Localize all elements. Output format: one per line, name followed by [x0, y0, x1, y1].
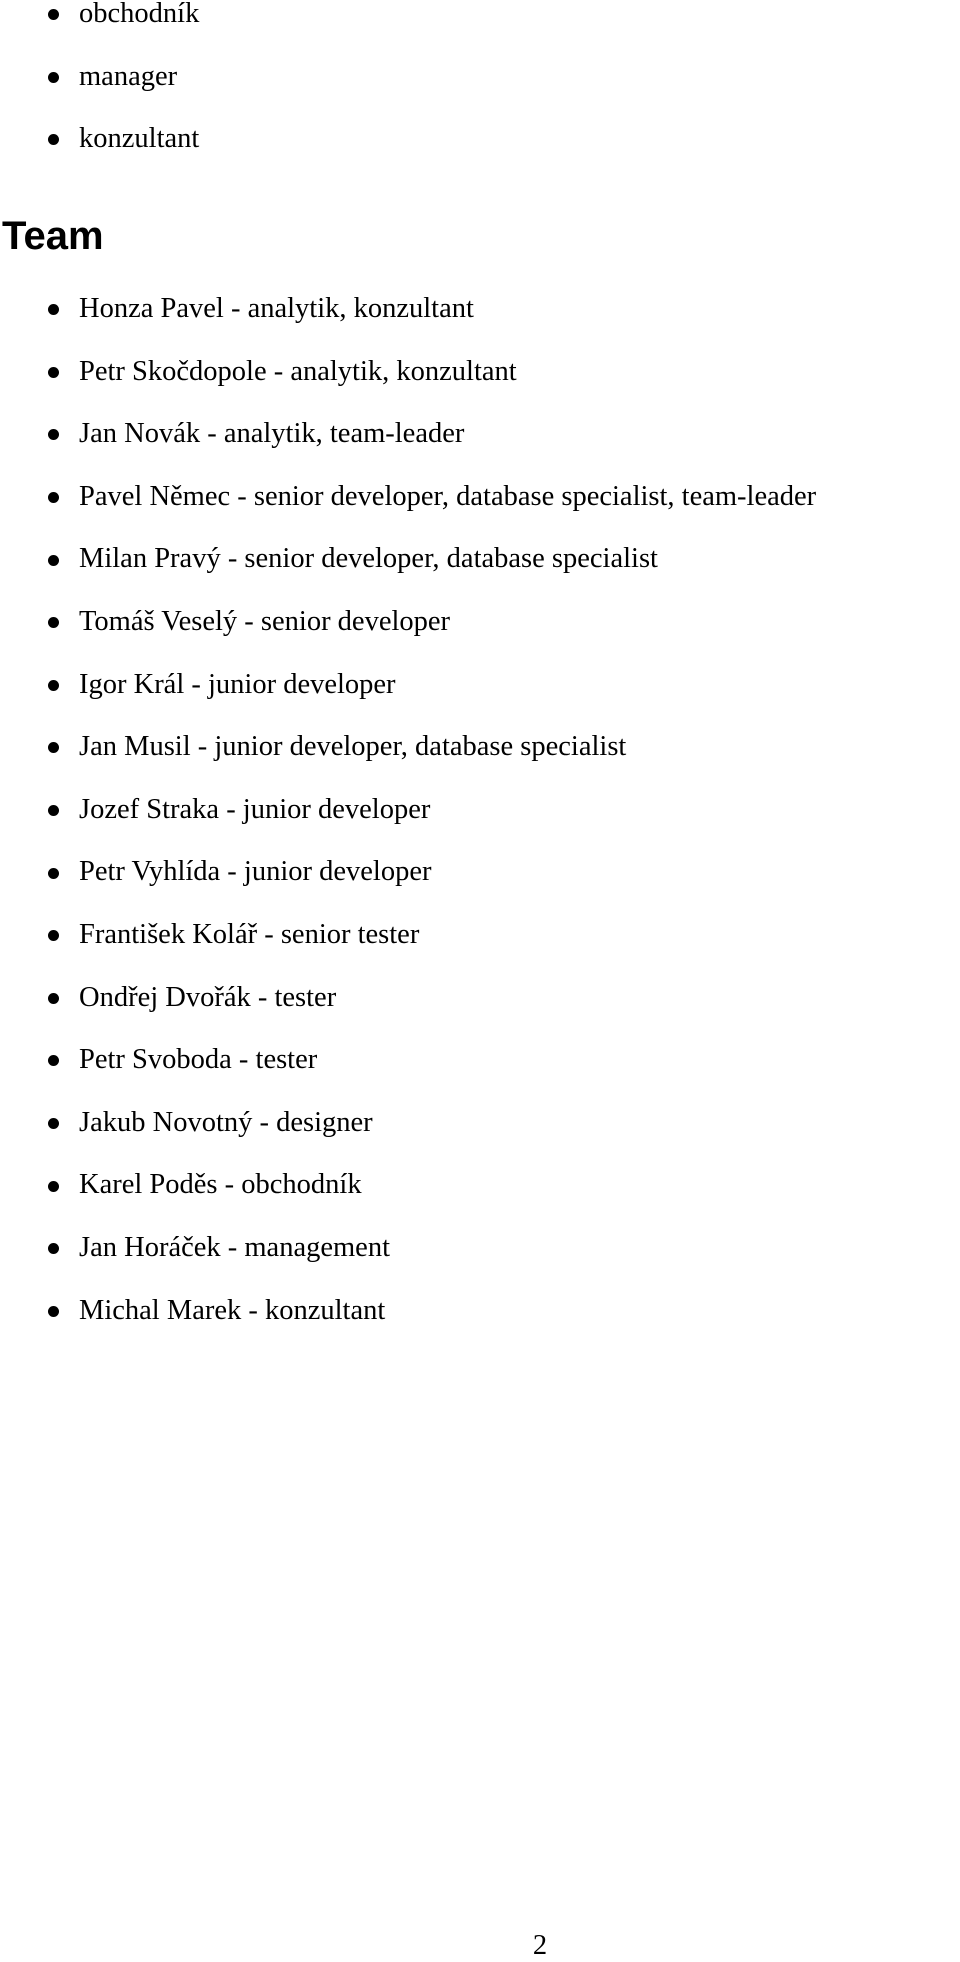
list-item	[0, 0, 960, 46]
list-item	[0, 904, 960, 967]
bullet-icon	[48, 1055, 59, 1066]
list-item-text: obchodník	[79, 0, 200, 29]
list-item	[0, 716, 960, 779]
list-item-text: Honza Pavel - analytik, konzultant	[79, 293, 474, 324]
bullet-icon	[48, 742, 59, 753]
bullet-icon	[48, 429, 59, 440]
list-item-text: Ondřej Dvořák - tester	[79, 981, 337, 1013]
list-item	[0, 403, 960, 466]
list-item-text: Pavel Němec - senior developer, database specialist, team-leader	[79, 480, 817, 512]
bullet-icon	[48, 9, 59, 20]
bullet-icon	[48, 805, 59, 816]
list-item-text: Jan Horáček - management	[79, 1231, 390, 1263]
list-item	[0, 46, 960, 109]
bullet-icon	[48, 617, 59, 628]
roles-list	[0, 0, 960, 171]
list-item-text: Jakub Novotný - designer	[79, 1106, 373, 1138]
list-item	[0, 1217, 960, 1280]
bullet-icon	[48, 72, 59, 83]
page-number: 2	[532, 1930, 548, 1961]
list-item-text: Michal Marek - konzultant	[79, 1294, 386, 1326]
bullet-icon	[48, 680, 59, 691]
list-item	[0, 278, 960, 341]
list-item-text: Karel Poděs - obchodník	[79, 1169, 362, 1201]
bullet-icon	[48, 304, 59, 315]
bullet-icon	[48, 134, 59, 145]
bullet-icon	[48, 492, 59, 503]
bullet-icon	[48, 930, 59, 941]
list-item-text: Jan Novák - analytik, team-leader	[79, 418, 465, 450]
list-item-text: Jozef Straka - junior developer	[79, 793, 431, 825]
bullet-icon	[48, 868, 59, 879]
list-item	[0, 779, 960, 842]
bullet-icon	[48, 555, 59, 566]
list-item-text: Tomáš Veselý - senior developer	[79, 605, 451, 637]
list-item-text: Milan Pravý - senior developer, database specialist	[79, 543, 658, 575]
list-item	[0, 1092, 960, 1155]
list-item-text: Petr Skočdopole - analytik, konzultant	[79, 355, 517, 387]
bullet-icon	[48, 1306, 59, 1317]
list-item	[0, 591, 960, 654]
list-item	[0, 841, 960, 904]
list-item-text: Petr Vyhlída - junior developer	[79, 856, 432, 888]
list-item	[0, 967, 960, 1030]
bullet-icon	[48, 1118, 59, 1129]
bullet-icon	[48, 1243, 59, 1254]
list-item-text: konzultant	[79, 123, 200, 155]
list-item	[0, 1029, 960, 1092]
bullet-icon	[48, 1181, 59, 1192]
list-item-text: Petr Svoboda - tester	[79, 1044, 318, 1076]
list-item-text: Jan Musil - junior developer, database specialist	[79, 731, 627, 763]
list-item	[0, 1154, 960, 1217]
list-item	[0, 466, 960, 529]
list-item-text: manager	[79, 60, 178, 92]
bullet-icon	[48, 367, 59, 378]
list-item	[0, 1280, 960, 1343]
list-item	[0, 654, 960, 717]
list-item	[0, 108, 960, 171]
list-item-text: František Kolář - senior tester	[79, 918, 420, 950]
section-heading: Team	[2, 214, 104, 258]
team-list	[0, 278, 960, 1342]
list-item-text: Igor Král - junior developer	[79, 668, 396, 700]
list-item	[0, 528, 960, 591]
list-item	[0, 341, 960, 404]
bullet-icon	[48, 993, 59, 1004]
